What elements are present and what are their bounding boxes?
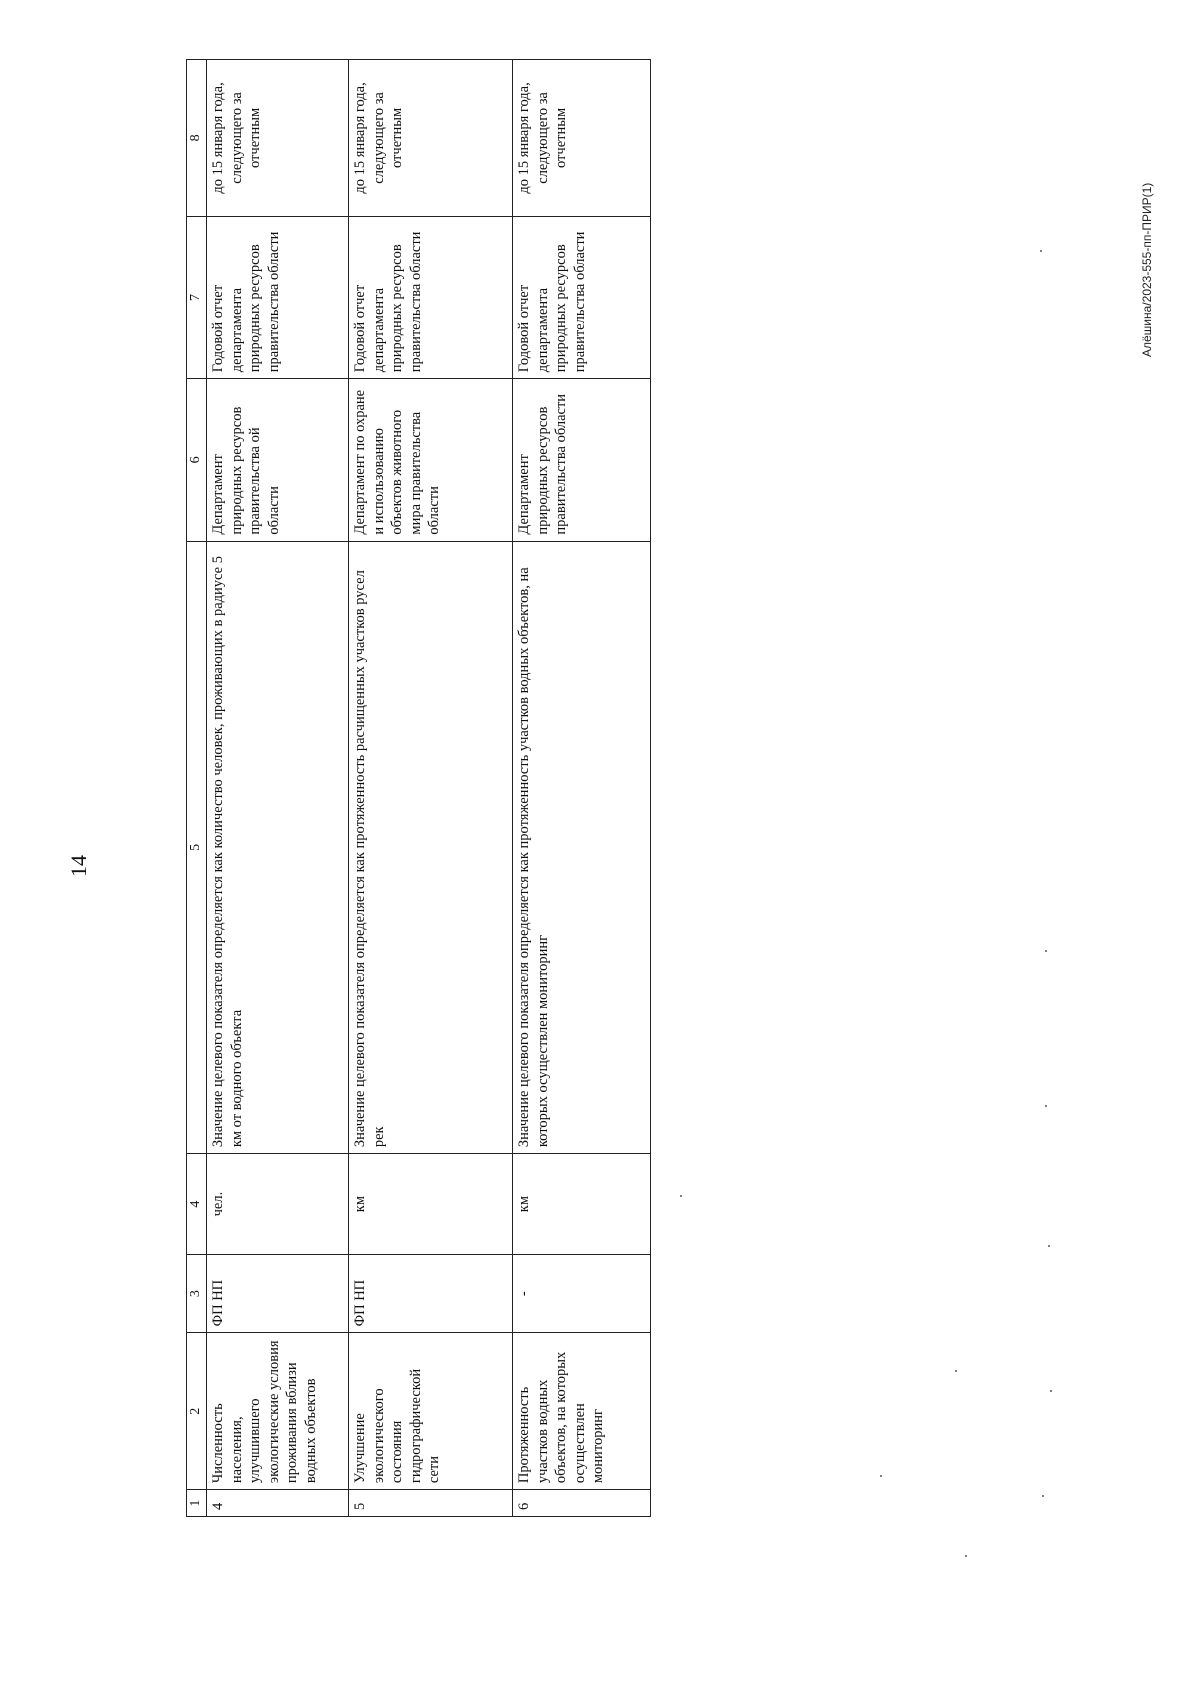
document-id: Алёшина/2023-555-пп-ПРИР(1): [1140, 182, 1154, 357]
responsible-cell: Департамент по охране и использованию объектов животного мира правительства области: [349, 379, 513, 541]
source-cell: -: [513, 1254, 651, 1332]
scan-speck: [955, 1370, 957, 1372]
header-cell: 2: [187, 1333, 207, 1490]
indicators-table: [186, 59, 651, 1517]
report-cell: Годовой отчет департамента природных ресурсов правительства области: [513, 216, 651, 378]
indicator-name: Протяженность участков водных объектов, на которых осуществлен мониторинг: [513, 1333, 651, 1490]
header-cell: 4: [187, 1154, 207, 1255]
row-number: 6: [513, 1490, 651, 1517]
responsible-cell: Департамент природных ресурсов правительства ой области: [207, 379, 349, 541]
table-row: [513, 60, 651, 1517]
table-row: [349, 60, 513, 1517]
row-number: 4: [207, 1490, 349, 1517]
unit-cell: км: [349, 1154, 513, 1255]
method-cell: Значение целевого показателя определяется как протяженность расчищенных участков русел рек: [349, 541, 513, 1154]
scan-speck: [880, 1475, 882, 1477]
source-cell: ФП НП: [349, 1254, 513, 1332]
scan-speck: [1040, 250, 1042, 252]
header-cell: 1: [187, 1490, 207, 1517]
method-cell: Значение целевого показателя определяется как количество человек, проживающих в радиусе 5 км от водного объекта: [207, 541, 349, 1154]
deadline-cell: до 15 января года, следующего за отчетным: [207, 60, 349, 217]
scan-speck: [680, 1195, 682, 1197]
responsible-cell: Департамент природных ресурсов правительства области: [513, 379, 651, 541]
source-cell: ФП НП: [207, 1254, 349, 1332]
unit-cell: км: [513, 1154, 651, 1255]
header-cell: 6: [187, 379, 207, 541]
table-header-row: [187, 60, 207, 1517]
report-cell: Годовой отчет департамента природных ресурсов правительства области: [349, 216, 513, 378]
header-cell: 5: [187, 541, 207, 1154]
header-cell: 8: [187, 60, 207, 217]
deadline-cell: до 15 января года, следующего за отчетным: [349, 60, 513, 217]
scan-speck: [1045, 950, 1047, 952]
table-row: [207, 60, 349, 1517]
indicator-name: Численность населения, улучшившего экологические условия проживания вблизи водных объектов: [207, 1333, 349, 1490]
scan-speck: [965, 1555, 967, 1557]
header-cell: 7: [187, 216, 207, 378]
unit-cell: чел.: [207, 1154, 349, 1255]
page-number: 14: [66, 855, 91, 877]
scan-speck: [1048, 1245, 1050, 1247]
indicator-name: Улучшение экологического состояния гидрографической сети: [349, 1333, 513, 1490]
deadline-cell: до 15 января года, следующего за отчетным: [513, 60, 651, 217]
method-cell: Значение целевого показателя определяется как протяженность участков водных объектов, на которых осуществлен мониторинг: [513, 541, 651, 1154]
scan-speck: [1042, 1495, 1044, 1497]
row-number: 5: [349, 1490, 513, 1517]
report-cell: Годовой отчет департамента природных ресурсов правительства области: [207, 216, 349, 378]
scan-speck: [1050, 1390, 1052, 1392]
header-cell: 3: [187, 1254, 207, 1332]
scan-speck: [1045, 1105, 1047, 1107]
